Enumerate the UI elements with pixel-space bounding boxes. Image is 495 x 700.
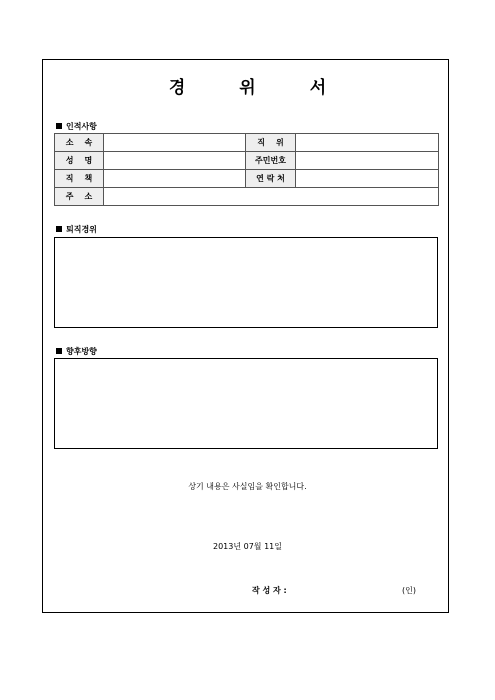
position-label: 직 위: [246, 134, 296, 152]
job-title-label: 직 책: [55, 170, 104, 188]
table-row: [55, 170, 439, 188]
section-resignation-label: 퇴직경위: [66, 224, 97, 234]
confirm-statement: 상기 내용은 사실임을 확인합니다.: [188, 482, 307, 491]
section-future-label: 향후방향: [66, 346, 97, 356]
address-field[interactable]: [104, 188, 439, 206]
title-char-2: 위: [239, 77, 256, 98]
name-field[interactable]: [104, 152, 246, 170]
name-label: 성 명: [55, 152, 104, 170]
section-resignation-heading: [56, 224, 97, 234]
personal-info-table: [54, 133, 439, 206]
document-title: [0, 73, 495, 97]
address-label: 주 소: [55, 188, 104, 206]
title-char-1: 경: [168, 77, 186, 98]
job-title-field[interactable]: [104, 170, 246, 188]
position-field[interactable]: [296, 134, 439, 152]
square-bullet-icon: [56, 348, 62, 354]
title-char-3: 서: [309, 77, 327, 98]
section-personal-label: 인적사항: [66, 121, 97, 131]
resident-number-field[interactable]: [296, 152, 439, 170]
table-row: [55, 188, 439, 206]
table-row: [55, 152, 439, 170]
affiliation-field[interactable]: [104, 134, 246, 152]
section-future-heading: [56, 346, 97, 356]
section-personal-heading: [56, 121, 97, 131]
contact-label: 연 락 처: [246, 170, 296, 188]
square-bullet-icon: [56, 123, 62, 129]
writer-label: 작 성 자 :: [252, 586, 287, 595]
resident-number-label: 주민번호: [246, 152, 296, 170]
contact-field[interactable]: [296, 170, 439, 188]
affiliation-label: 소 속: [55, 134, 104, 152]
table-row: [55, 134, 439, 152]
square-bullet-icon: [56, 226, 62, 232]
seal-label: (인): [402, 586, 416, 595]
resignation-details-box[interactable]: [54, 237, 438, 328]
future-plan-box[interactable]: [54, 358, 438, 449]
document-date: 2013년 07월 11일: [213, 542, 282, 551]
